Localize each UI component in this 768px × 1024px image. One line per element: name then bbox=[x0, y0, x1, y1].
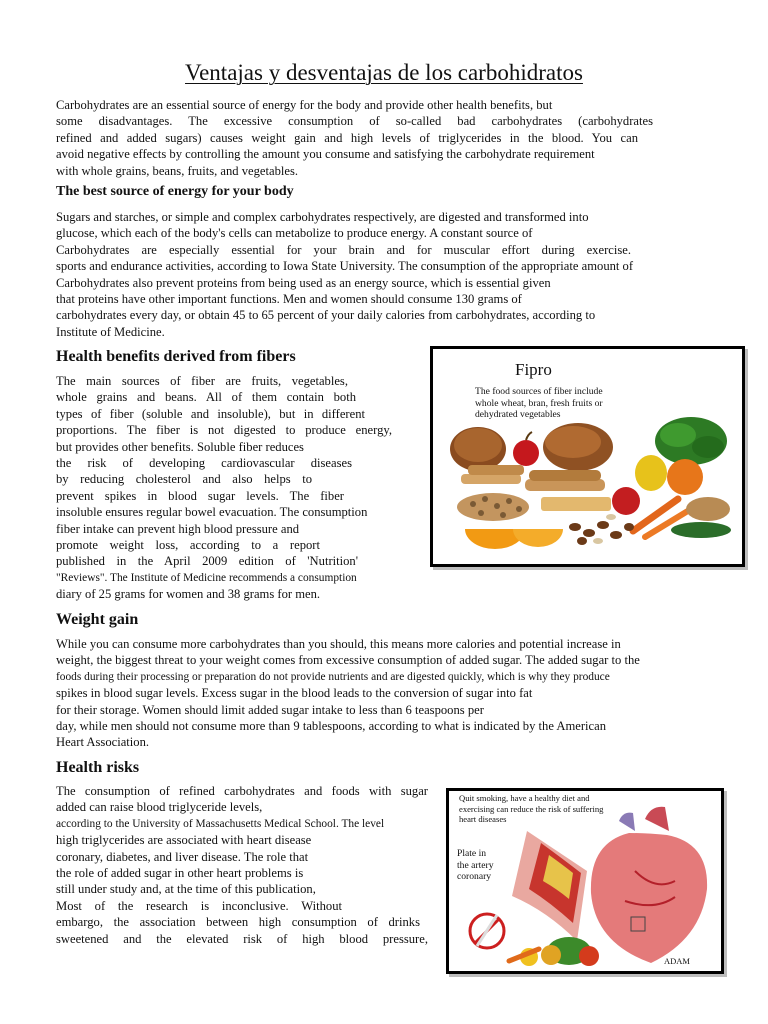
text-line: whole grains and beans. All of them contain both bbox=[56, 390, 356, 405]
text-line: published in the April 2009 edition of 'Nutrition' bbox=[56, 554, 358, 569]
text-line: spikes in blood sugar levels. Excess sugar in the blood leads to the conversion of sugar into fat bbox=[56, 686, 533, 701]
text-line: still under study and, at the time of this publication, bbox=[56, 882, 316, 897]
text-line: with whole grains, beans, fruits, and vegetables. bbox=[56, 163, 299, 178]
text-line: promote weight loss, according to a report bbox=[56, 538, 320, 553]
fiber-foods-illustration bbox=[433, 349, 742, 564]
weight-paragraph bbox=[56, 636, 711, 751]
text-line: Carbohydrates are an essential source of energy for the body and provide other health benefits, but bbox=[56, 98, 553, 112]
text-line: The consumption of refined carbohydrates and foods with sugar bbox=[56, 784, 428, 798]
text-line: foods during their processing or preparation do not provide nutrients and are digested quickly, which is why they produce bbox=[56, 670, 610, 683]
text-line: The main sources of fiber are fruits, vegetables, bbox=[56, 374, 348, 388]
energy-paragraph bbox=[56, 209, 711, 340]
fiber-heading: Health benefits derived from fibers bbox=[56, 348, 296, 365]
caption-line: The food sources of fiber include bbox=[475, 386, 603, 397]
figure-caption bbox=[459, 793, 603, 825]
text-line: the risk of developing cardiovascular diseases bbox=[56, 456, 352, 471]
text-line: "Reviews". The Institute of Medicine recommends a consumption bbox=[56, 571, 357, 584]
text-line: While you can consume more carbohydrates than you should, this means more calories and potential increase in bbox=[56, 637, 621, 651]
caption-line: exercising can reduce the risk of suffering bbox=[459, 803, 604, 814]
text-line: carbohydrates every day, or obtain 45 to 65 percent of your daily calories from carbohydrates, according to bbox=[56, 308, 596, 323]
text-line: day, while men should not consume more than 9 tablespoons, according to what is indicated by the American bbox=[56, 719, 607, 734]
fiber-paragraph bbox=[56, 373, 418, 603]
text-line: Carbohydrates are especially essential for your brain and for muscular effort during exercise. bbox=[56, 242, 631, 257]
label-line: coronary bbox=[457, 871, 492, 882]
fiber-foods-figure bbox=[430, 346, 745, 567]
label-line: Plate in bbox=[457, 848, 487, 859]
text-line: types of fiber (soluble and insoluble), but in different bbox=[56, 406, 365, 421]
text-line: sports and endurance activities, according to Iowa State University. The consumption of the appropriate amount of bbox=[56, 259, 634, 274]
text-line: proportions. The fiber is not digested to produce energy, bbox=[56, 423, 392, 438]
caption-line: dehydrated vegetables bbox=[475, 409, 561, 420]
text-line: prevent spikes in blood sugar levels. The fiber bbox=[56, 488, 344, 503]
image-credit: ADAM bbox=[664, 956, 690, 966]
label-line: the artery bbox=[457, 859, 494, 871]
text-line: by reducing cholesterol and also helps to bbox=[56, 472, 312, 487]
text-line: weight, the biggest threat to your weight comes from excessive consumption of added sugar. The added sugar to the bbox=[56, 653, 640, 668]
text-line: added can raise blood triglyceride levels, bbox=[56, 800, 263, 815]
text-line: Carbohydrates also prevent proteins from being used as an energy source, which is essential given bbox=[56, 275, 551, 290]
text-line: sweetened and the elevated risk of high blood pressure, bbox=[56, 931, 428, 946]
text-line: but provides other benefits. Soluble fiber reduces bbox=[56, 439, 304, 454]
text-line: fiber intake can prevent high blood pressure and bbox=[56, 521, 300, 536]
text-line: Sugars and starches, or simple and complex carbohydrates respectively, are digested and transformed into bbox=[56, 210, 589, 224]
caption-line: heart diseases bbox=[459, 814, 507, 824]
text-line: according to the University of Massachusetts Medical School. The level bbox=[56, 817, 385, 830]
figure-title: Fipro bbox=[515, 360, 552, 379]
text-line: some disadvantages. The excessive consumption of so-called bad carbohydrates (carbohydrates bbox=[56, 114, 653, 129]
text-line: high triglycerides are associated with heart disease bbox=[56, 833, 312, 848]
text-line: Most of the research is inconclusive. Without bbox=[56, 898, 342, 913]
text-line: avoid negative effects by controlling the amount you consume and satisfying the carbohydrate requirement bbox=[56, 147, 595, 162]
text-line: glucose, which each of the body's cells can metabolize to produce energy. A constant source of bbox=[56, 226, 533, 241]
text-line: diary of 25 grams for women and 38 grams for men. bbox=[56, 587, 321, 602]
text-line: embargo, the association between high consumption of drinks bbox=[56, 915, 420, 930]
text-line: insoluble ensures regular bowel evacuation. The consumption bbox=[56, 505, 368, 520]
caption-line: Quit smoking, have a healthy diet and bbox=[459, 793, 590, 803]
heart-disease-figure bbox=[446, 788, 724, 974]
text-line: refined and added sugars) causes weight gain and high levels of triglycerides in the blood. You can bbox=[56, 130, 638, 145]
risks-heading: Health risks bbox=[56, 759, 140, 776]
energy-heading: The best source of energy for your body bbox=[56, 184, 294, 199]
risks-paragraph bbox=[56, 783, 428, 947]
text-line: that proteins have other important functions. Men and women should consume 130 grams of bbox=[56, 292, 522, 307]
text-line: coronary, diabetes, and liver disease. The role that bbox=[56, 849, 309, 864]
weight-heading: Weight gain bbox=[56, 611, 139, 628]
caption-line: whole wheat, bran, fresh fruits or bbox=[475, 397, 603, 409]
text-line: Institute of Medicine. bbox=[56, 324, 165, 339]
text-line: the role of added sugar in other heart problems is bbox=[56, 866, 304, 881]
text-line: for their storage. Women should limit added sugar intake to less than 6 teaspoons per bbox=[56, 702, 484, 717]
intro-paragraph bbox=[56, 97, 711, 179]
page-title: Ventajas y desventajas de los carbohidratos bbox=[185, 60, 583, 85]
plate-label bbox=[457, 848, 494, 883]
text-line: Heart Association. bbox=[56, 735, 150, 750]
